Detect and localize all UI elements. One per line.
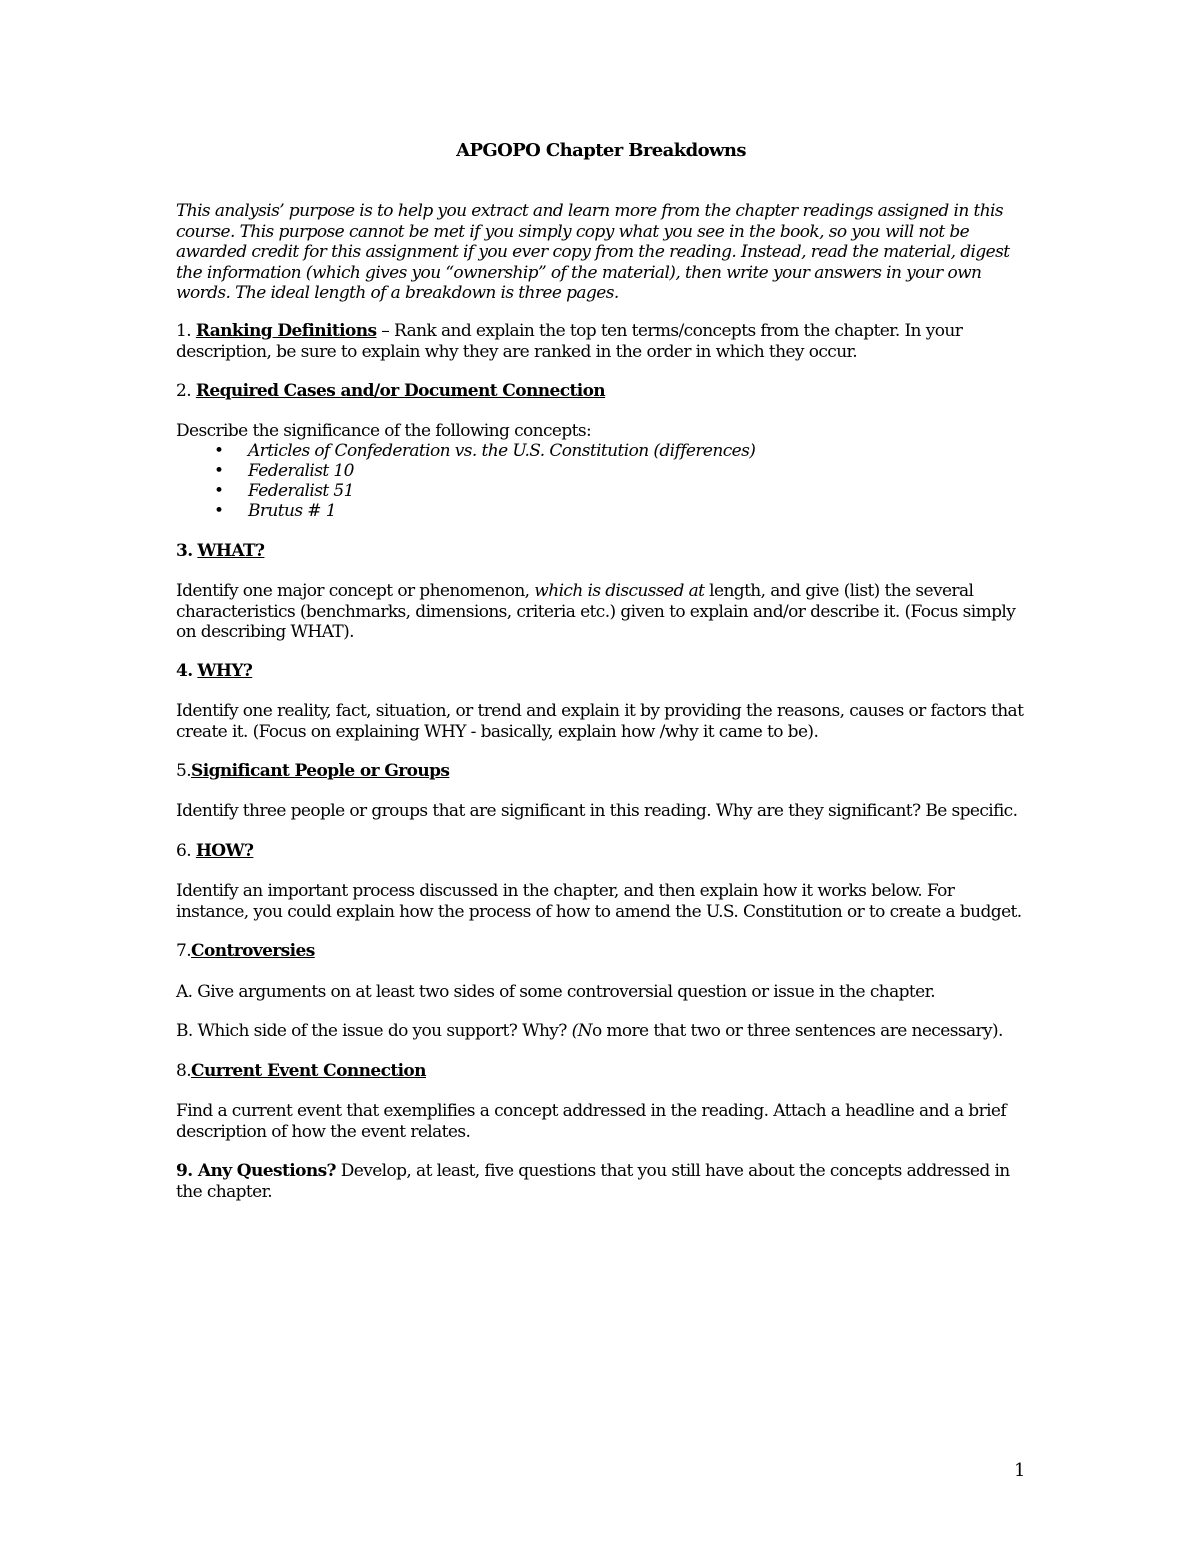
section-significant-people-text: Identify three people or groups that are significant in this reading. Why are they significant? Be specific. xyxy=(176,801,1018,821)
section-heading: 9. Any Questions? xyxy=(176,1161,336,1181)
section-number: 6. xyxy=(176,841,192,861)
list-item: • Federalist 51 xyxy=(214,481,354,501)
intro-paragraph: This analysis’ purpose is to help you extract and learn more from the chapter readings assigned in this course. This purpose cannot be met if you simply copy what you see in the book, so you will not be awarded credit for this assignment if you ever copy from the reading. Instead, read the material, digest the information (which gives you “ownership” of the material), then write your answers in your own words. The ideal length of a breakdown is three pages. xyxy=(176,201,1010,303)
concepts-list xyxy=(176,441,976,521)
section-number: 2. xyxy=(176,381,192,401)
section-text: – Rank and explain the top ten terms/concepts from the chapter. In your description, be sure to explain why they are ranked in the order in which they occur. xyxy=(176,321,963,362)
section-number: 5. xyxy=(176,761,192,781)
bullet-icon: • xyxy=(214,441,224,461)
section-heading: WHAT? xyxy=(197,541,265,561)
bullet-icon: • xyxy=(214,461,224,481)
section-ranking-definitions xyxy=(176,321,1026,362)
controversies-part-b: B. Which side of the issue do you support? Why? (No more that two or three sentences are necessary). xyxy=(176,1021,1003,1041)
list-item: • Federalist 10 xyxy=(214,461,354,481)
section-how-text: Identify an important process discussed in the chapter, and then explain how it works below. For instance, you could explain how the process of how to amend the U.S. Constitution or to create a budget. xyxy=(176,881,1022,922)
controversies-part-a: A. Give arguments on at least two sides of some controversial question or issue in the chapter. xyxy=(176,982,936,1002)
section-heading: Ranking Definitions xyxy=(195,321,377,341)
section-heading: Required Cases and/or Document Connection xyxy=(195,381,606,401)
section-heading: Significant People or Groups xyxy=(191,761,450,781)
section-questions xyxy=(176,1161,1026,1202)
section-why xyxy=(176,661,1026,682)
section-required-cases xyxy=(176,381,1026,402)
section-how xyxy=(176,841,1026,862)
section-what xyxy=(176,541,1026,562)
section-heading: HOW? xyxy=(195,841,254,861)
section-current-event-text: Find a current event that exemplifies a concept addressed in the reading. Attach a headline and a brief description of how the event relates. xyxy=(176,1101,1007,1142)
section-what-text: Identify one major concept or phenomenon, which is discussed at length, and give (list) the several characteristics (benchmarks, dimensions, criteria etc.) given to explain and/or describe it. (Focus simply on describing WHAT). xyxy=(176,581,1016,642)
section-number: 8. xyxy=(176,1061,192,1081)
section-heading: Current Event Connection xyxy=(191,1061,426,1081)
section-heading: Controversies xyxy=(191,941,315,961)
section-text: Develop, at least, five questions that you still have about the concepts addressed in the chapter. xyxy=(176,1161,1010,1202)
page-number: 1 xyxy=(1014,1460,1025,1481)
document-title: APGOPO Chapter Breakdowns xyxy=(456,140,746,161)
list-item: • Brutus # 1 xyxy=(214,501,336,521)
bullet-icon: • xyxy=(214,501,224,521)
section-why-text: Identify one reality, fact, situation, or trend and explain it by providing the reasons, causes or factors that create it. (Focus on explaining WHY - basically, explain how /why it came to be). xyxy=(176,701,1024,742)
section-number: 7. xyxy=(176,941,192,961)
section-number: 3. xyxy=(176,541,193,561)
section-lead-text: Describe the significance of the following concepts: xyxy=(176,421,592,441)
section-heading: WHY? xyxy=(197,661,253,681)
bullet-icon: • xyxy=(214,481,224,501)
section-number: 1. xyxy=(176,321,192,341)
section-controversies xyxy=(176,941,1026,962)
section-number: 4. xyxy=(176,661,193,681)
section-current-event xyxy=(176,1061,1026,1082)
section-significant-people xyxy=(176,761,1026,782)
list-item: • Articles of Confederation vs. the U.S. Constitution (differences) xyxy=(214,441,756,461)
